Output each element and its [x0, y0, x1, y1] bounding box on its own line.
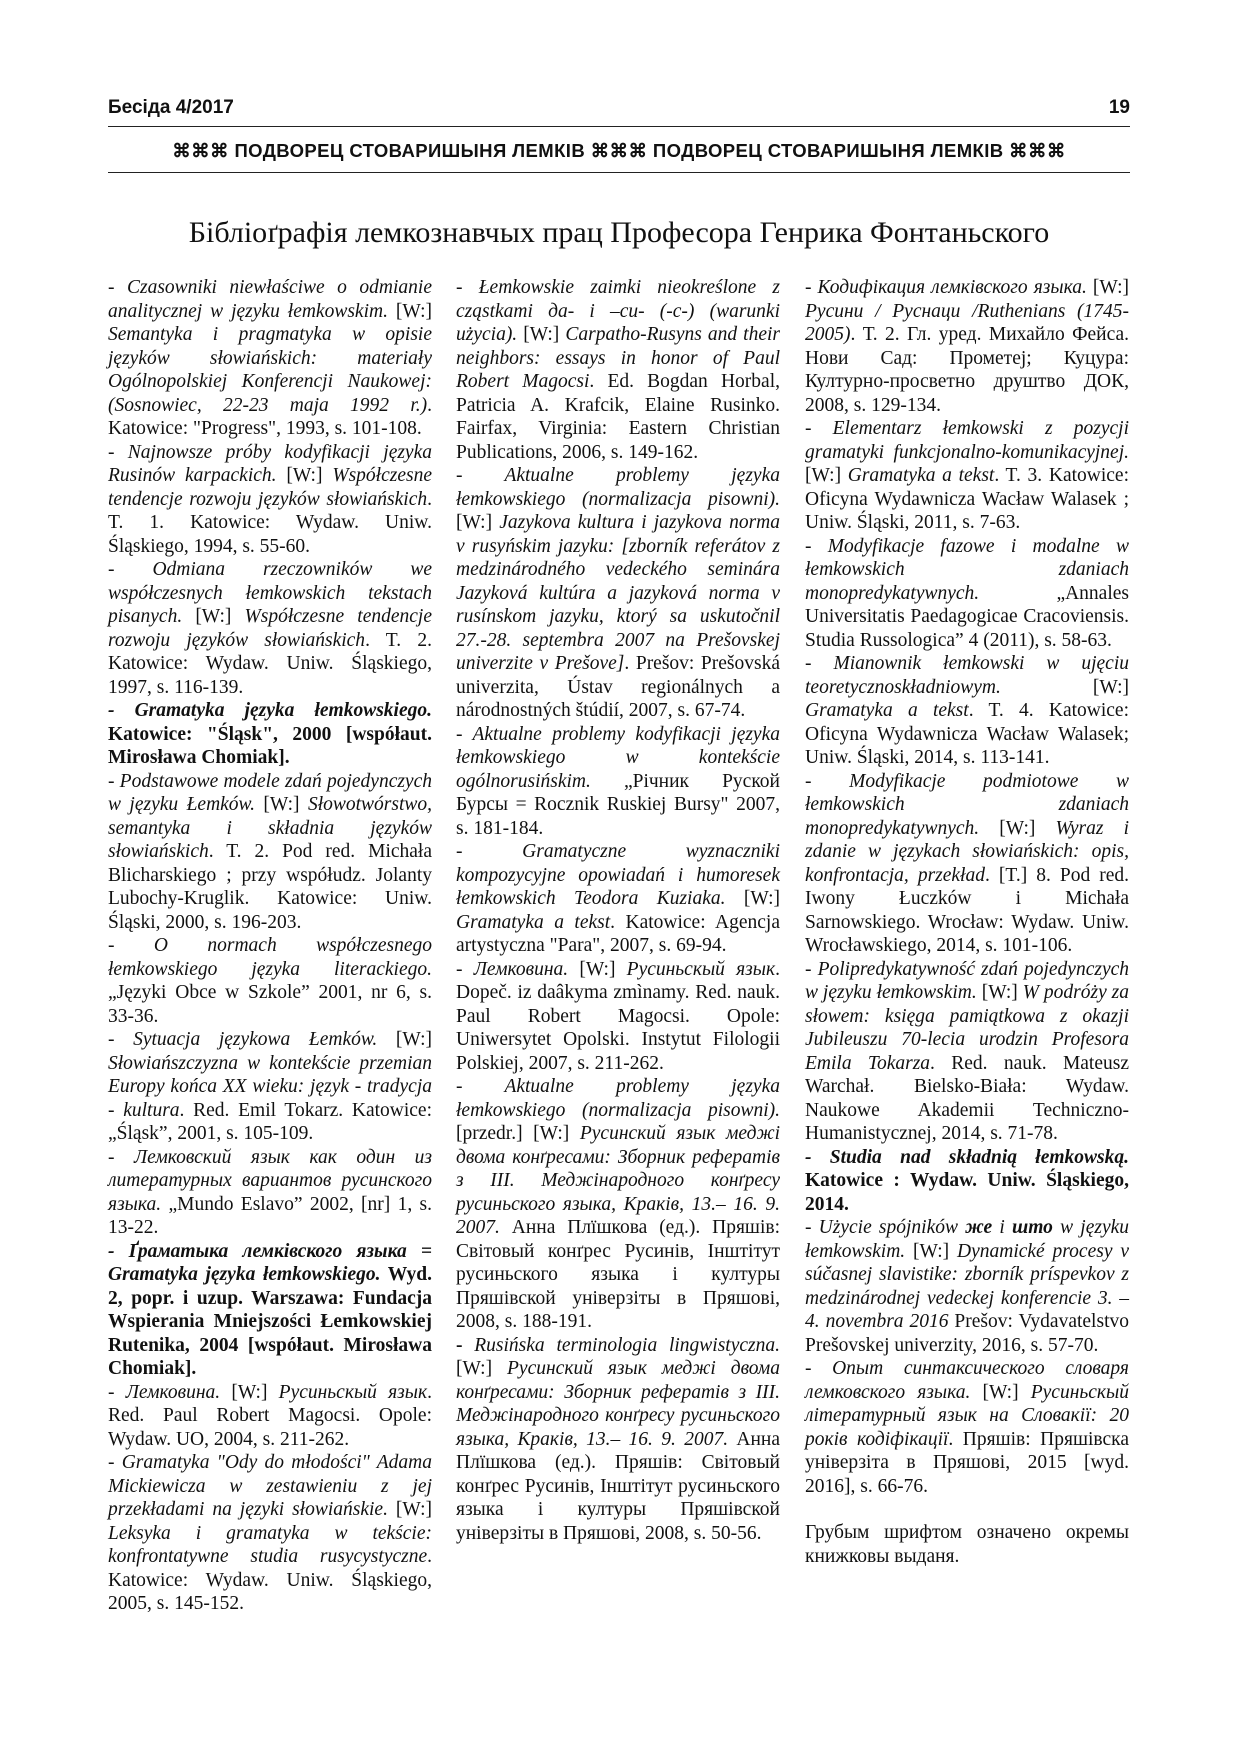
column-1 — [108, 276, 432, 1616]
bibliography-entry — [805, 417, 1129, 535]
bibliography-entry — [805, 652, 1129, 770]
entry-text: Rusińska terminologia lingwistyczna. — [474, 1334, 780, 1356]
entry-text: [W:] — [276, 465, 333, 486]
entry-text: . T. 4. Katowice: Oficyna Wydawnicza Wacław Walasek; Uniw. Śląski, 2014, s. 113-141. — [805, 700, 1130, 768]
bibliography-entry — [108, 558, 432, 699]
section-banner: ⌘⌘⌘ ПОДВОРЕЦ СТОВАРИШЫНЯ ЛЕМКІВ ⌘⌘⌘ ПОДВОРЕЦ СТОВАРИШЫНЯ ЛЕМКІВ ⌘⌘⌘ — [172, 140, 1066, 161]
bibliography-entry — [108, 1381, 432, 1452]
entry-text: „Języki Obce w Szkole” 2001, nr 6, s. 33-36. — [108, 982, 432, 1027]
bibliography-entry — [108, 1028, 432, 1146]
entry-text: Gramatyka a tekst — [847, 465, 995, 486]
bibliography-entry — [108, 1240, 432, 1381]
column-3 — [805, 276, 1129, 1568]
entry-text: Dynamické procesy v súčasnej slavistike: zborník príspevkov z medzinárodnej vedeckej konferencie 3. – 4. novembra 2016 — [805, 1240, 1129, 1332]
entry-text: . Katowice: Wydaw. Uniw. Śląskiego, 2005, s. 145-152. — [108, 1546, 432, 1614]
entry-text: Русиньскый літературный язык на Словакії: 20 років кодіфікації — [805, 1381, 1129, 1450]
bibliography-entry — [108, 441, 432, 559]
entry-text: Prešov: Vydavatelstvo Prešovskej univerzity, 2016, s. 57-70. — [805, 1311, 1129, 1356]
entry-text: - Gramatyka języka łemkowskiego. — [108, 700, 432, 721]
entry-text: - O normach współczesnego łemkowskiego języka literackiego. — [108, 935, 432, 980]
entry-text: Leksyka i gramatyka w tekście: konfrontatywne studia rusycystyczne — [108, 1522, 432, 1567]
entry-text: w języku łemkowskim. — [805, 1217, 1129, 1262]
entry-text: - Użycie spójników — [805, 1217, 966, 1238]
entry-text: Jazykova kultura i jazykova norma v rusyńskim jazyku: [zborník referátov z medzinárodného vedeckého seminára Jazyková kultúra a jazyková norma v rusínskom jazyku, ktorý sa uskutočnil 27.-28. septembra 2007 na Prešovskej univerzite v Prešove] — [456, 512, 780, 674]
entry-text: - Лемковина. — [456, 958, 569, 980]
entry-text: [W:] — [377, 1029, 432, 1050]
header-rule-bottom — [108, 172, 1130, 173]
bibliography-entry — [456, 1334, 780, 1546]
entry-text: Carpatho-Rusyns and their neighbors: essays in honor of Paul Robert Magocsi — [456, 324, 780, 392]
entry-text: што — [1011, 1217, 1053, 1238]
entry-text: Katowice: "Śląsk", 2000 [współaut. Mirosława Chomiak]. — [108, 723, 432, 768]
bibliography-entry — [456, 276, 780, 464]
entry-text: - Лемковина. — [108, 1381, 221, 1403]
entry-text: [W:] — [979, 817, 1056, 839]
bibliography-entry — [456, 464, 780, 723]
bibliography-entry — [108, 1146, 432, 1240]
entry-text: . Пряшів: Пряшівска універзіта в Пряшові, 2015 [wyd. 2016], s. 66-76. — [805, 1428, 1129, 1497]
bibliography-entry — [456, 723, 780, 841]
entry-text: - — [456, 1334, 475, 1356]
entry-text: - Modyfikacje podmiotowe w łemkowskich zdaniach monopredykatywnych. — [805, 770, 1129, 839]
entry-text: Gramatyka a tekst — [805, 700, 969, 721]
entry-text: - Aktualne problemy kodyfikacji języka łemkowskiego w kontekście ogólnorusińskim. — [456, 723, 780, 792]
entry-text: „Annales Universitatis Paedagogicae Cracoviensis. Studia Russologica” 4 (2011), s. 58-63. — [805, 582, 1129, 651]
entry-text: . T. 2. Katowice: Wydaw. Uniw. Śląskiego, 1997, s. 116-139. — [108, 629, 432, 698]
entry-text: - Studia nad składnią łemkowską. — [805, 1146, 1129, 1168]
entry-text: Współczesne tendencje rozwoju języków słowiańskich — [108, 465, 432, 510]
entry-text: Wyraz i zdanie w językach słowiańskich: opis, konfrontacja, przekład — [805, 817, 1129, 886]
entry-text: . T. 3. Katowice: Oficyna Wydawnicza Wacław Walasek ; Uniw. Śląski, 2011, s. 7-63. — [805, 465, 1129, 533]
entry-text: . T. 2. Pod red. Michała Blicharskiego ; przy współudz. Jolanty Lubochy-Kruglik. Katowice: Uniw. Śląski, 2000, s. 196-203. — [108, 841, 432, 933]
entry-text: . Red. Emil Tokarz. Katowice: „Śląsk”, 2001, s. 105-109. — [108, 1099, 432, 1144]
entry-text: [W:] — [387, 300, 432, 322]
entry-text: - Опыт синтаксического словаря лемковского языка. — [805, 1358, 1129, 1403]
header-rule-top — [108, 126, 1130, 127]
bibliography-entry — [108, 934, 432, 1028]
entry-text: Słowotwórstwo, semantyka i składnia języków słowiańskich — [108, 794, 433, 862]
entry-text: [W:] — [1000, 676, 1129, 698]
entry-text: Русинский язык меджі двома конґресами: Зборник рефератів з ІІІ. Меджінародного конґресу русиньского языка, Кракiв, 13.– 16. 9. 2007. — [456, 1358, 780, 1450]
entry-text: - Polipredykatywność zdań pojedynczych w języku łemkowskim. — [805, 958, 1129, 1003]
page-number: 19 — [1108, 97, 1130, 118]
entry-text: Słowiańszczyzna w kontekście przemian Europy końca XX wieku: język - tradycja - kultura — [108, 1052, 432, 1121]
entry-text: . Prešov: Prešovská univerzita, Ústav regionálnych a národnostných štúdií, 2007, s. 67-74. — [456, 653, 780, 721]
entry-text: [W:] — [905, 1240, 957, 1262]
entry-text: [W:] — [220, 1381, 279, 1403]
entry-text: Анна Плїшкова (ед.). Пряшів: Світовый конґрес Русинів, Інштітут русиньского языка і културы Пряшівской універзіты в Пряшові, 2008, s. 188-191. — [456, 1217, 780, 1332]
entry-text: „Річник Руской Бурсы = Rocznik Ruskiej Bursy" 2007, s. 181-184. — [456, 770, 780, 839]
entry-text: . Ed. Bogdan Horbal, Patricia A. Krafcik, Elaine Rusinko. Fairfax, Virginia: Eastern Christian Publications, 2006, s. 149-162. — [456, 371, 780, 463]
entry-text: . Dopeč. iz daâkyma zmìnamy. Red. nauk. Paul Robert Magocsi. Opole: Uniwersytet Opolski. Instytut Filologii Polskiej, 2007, s. 211-262. — [456, 958, 780, 1074]
bibliography-entry — [108, 276, 432, 441]
entry-text: - Gramatyka "Ody do młodości" Adama Mickiewicza w zestawieniu z jej przekładami na języki słowiańskie. — [108, 1452, 432, 1520]
entry-text: Русиньскый язык — [626, 958, 776, 980]
entry-text: - Czasowniki niewłaściwe o odmianie analitycznej w języku łemkowskim. — [108, 277, 432, 322]
bibliography-entry — [805, 535, 1129, 653]
entry-text: [W:] — [182, 606, 245, 627]
entry-text: же — [965, 1217, 993, 1238]
entry-text: Русинский язык меджі двома конґресами: Зборник рефератів з ІІІ. Меджінародного конґресу русиньского языка, Кракiв, 13.– 16. 9. 2007. — [456, 1123, 780, 1238]
entry-text: i — [992, 1217, 1012, 1238]
bibliography-entry — [108, 699, 432, 770]
entry-text: . T. 1. Katowice: Wydaw. Uniw. Śląskiego, 1994, s. 55-60. — [108, 488, 432, 557]
entry-text: . Katowice: Agencja artystyczna "Para", 2007, s. 69-94. — [456, 911, 780, 956]
entry-text: - Podstawowe modele zdań pojedynczych w języku Łemków. — [108, 770, 432, 815]
bibliography-entry — [456, 1075, 780, 1334]
bibliography-entry — [805, 1146, 1129, 1217]
entry-text: . Katowice: "Progress", 1993, s. 101-108. — [108, 394, 432, 439]
bibliography-entry — [108, 1451, 432, 1616]
entry-text: [W:] — [970, 1381, 1031, 1403]
entry-text: . [T.] 8. Pod red. Iwony Łuczków i Michała Sarnowskiego. Wrocław: Wydaw. Uniw. Wrocławskiego, 2014, s. 101-106. — [805, 864, 1129, 956]
entry-text: [W:] — [568, 958, 627, 980]
entry-text: - Najnowsze próby kodyfikacji języka Rusinów karpackich. — [108, 441, 432, 486]
entry-text: . Red. nauk. Mateusz Warchał. Bielsko-Biała: Wydaw. Naukowe Akademii Techniczno-Humanistycznej, 2014, s. 71-78. — [805, 1052, 1129, 1144]
footnote: Грубым шрифтом означено окремы книжковы выданя. — [805, 1522, 1129, 1567]
entry-text: - Ґраматыка лемківского языка = Gramatyka języka łemkowskiego. — [108, 1240, 432, 1285]
bibliography-entry — [805, 1216, 1129, 1357]
entry-text: - Modyfikacje fazowe i modalne w łemkowskich zdaniach monopredykatywnych. — [805, 535, 1129, 604]
article-title: Бібліоґрафія лемкознавчых прац Професора Генрика Фонтаньского — [188, 216, 1050, 249]
entry-text: [W:] — [805, 465, 848, 486]
entry-text: Katowice : Wydaw. Uniw. Śląskiego, 2014. — [805, 1170, 1129, 1215]
entry-text: Współczesne tendencje rozwoju języków słowiańskich — [108, 606, 432, 651]
entry-text: Semantyka i pragmatyka w opisie języków słowiańskich: materiały Ogólnopolskiej Konferencji Naukowej: (Sosnowiec, 22-23 maja 1992 r.) — [108, 324, 432, 416]
entry-text: [przedr.] [W:] — [456, 1123, 580, 1144]
entry-text: Анна Плїшкова (ед.). Пряшів: Світовый конґрес Русинів, Інштітут русиньского языка і културы Пряшівской універзіты в Пряшові, 2008, s. 50-56. — [456, 1428, 781, 1544]
column-3-entries — [805, 276, 1129, 1498]
entry-text: Русини / Руснаци /Ruthenians (1745-2005) — [805, 300, 1129, 345]
entry-text: Русиньскый язык — [278, 1381, 428, 1403]
entry-text: [W:] — [1086, 277, 1129, 298]
entry-text: - Sytuacja językowa Łemków. — [108, 1029, 378, 1050]
bibliography-entry — [456, 958, 780, 1076]
entry-text: [W:] — [456, 1358, 508, 1379]
entry-text: [W:] — [725, 888, 780, 909]
entry-text: . Т. 2. Гл. уред. Михайло Фейса. Нови Сад: Прометеј; Куцура: Културно-просветно друштво ДОК, 2008, s. 129-134. — [805, 324, 1129, 416]
entry-text: - Odmiana rzeczowników we współczesnych łemkowskich tekstach pisanych. — [108, 559, 432, 627]
journal-issue: Бесіда 4/2017 — [108, 97, 234, 118]
entry-text: „Mundo Eslavo” 2002, [nr] 1, s. 13-22. — [108, 1193, 432, 1238]
entry-text: - Łemkowskie zaimki nieokreślone z cząstkami да- i –си- (-с-) (warunki użycia). — [456, 277, 780, 345]
entry-text: - Лемковский язык как один из литературных вариантов русинского языка. — [108, 1146, 432, 1215]
entry-text: - Gramatyczne wyznaczniki kompozycyjne opowiadań i humoresek łemkowskich Teodora Kuziaka. — [456, 841, 780, 909]
column-2 — [456, 276, 780, 1545]
entry-text: . Red. Paul Robert Magocsi. Opole: Wydaw. UO, 2004, s. 211-262. — [108, 1381, 432, 1450]
bibliography-entry — [805, 770, 1129, 958]
entry-text: W podróży za słowem: księga pamiątkowa z okazji Jubileuszu 70-lecia urodzin Profesora Emila Tokarza — [805, 982, 1130, 1074]
bibliography-entry — [108, 770, 432, 935]
entry-text: - Mianownik łemkowski w ujęciu teoretycznoskładniowym. — [805, 653, 1129, 698]
entry-text: [W:] — [976, 982, 1023, 1003]
entry-text: [W:] — [255, 794, 308, 815]
entry-text: Gramatyka a tekst — [456, 911, 611, 933]
entry-text: - Elementarz łemkowski z pozycji gramatyki funkcjonalno-komunikacyjnej. — [805, 418, 1129, 463]
entry-text: - Кодифікация лемківского языка. — [805, 277, 1087, 298]
entry-text: [W:] — [517, 324, 566, 345]
entry-text: - Aktualne problemy języka łemkowskiego (normalizacja pisowni). — [456, 1076, 780, 1121]
entry-text: [W:] — [387, 1499, 432, 1520]
entry-text: - Aktualne problemy języka łemkowskiego (normalizacja pisowni). — [456, 465, 780, 510]
bibliography-entry — [805, 958, 1129, 1146]
entry-text: Wyd. 2, popr. i uzup. Warszawa: Fundacja Wspierania Mniejszości Łemkowskiej Rutenika, 2004 [współaut. Mirosława Chomiak]. — [108, 1264, 432, 1379]
entry-text: [W:] — [456, 512, 500, 533]
bibliography-entry — [805, 276, 1129, 417]
bibliography-entry — [805, 1357, 1129, 1498]
bibliography-entry — [456, 840, 780, 958]
